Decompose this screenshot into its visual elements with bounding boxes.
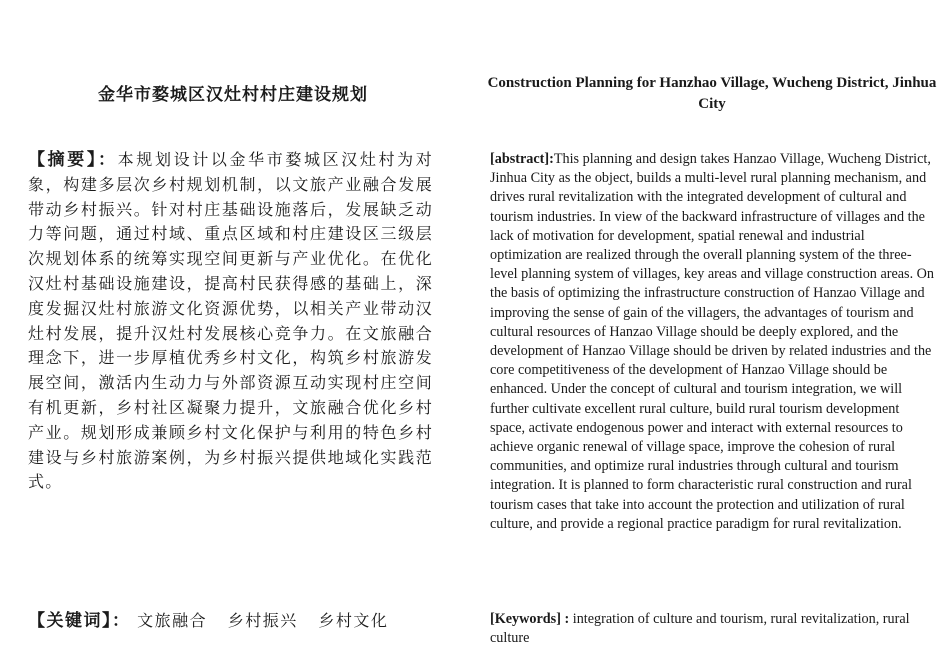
chinese-abstract-text: 本规划设计以金华市婺城区汉灶村为对象，构建多层次乡村规划机制，以文旅产业融合发展带动乡村振兴。针对村庄基础设施落后，发展缺乏动力等问题，通过村域、重点区域和村庄建设区三级层次规划体系的统筹实现空间更新与产业优化。在优化汉灶村基础设施建设，提高村民获得感的基础上，深度发掘汉灶村旅游文化资源优势，以相关产业带动汉灶村发展，提升汉灶村发展核心竞争力。在文旅融合理念下，进一步厚植优秀乡村文化，构筑乡村旅游发展空间，激活内生动力与外部资源互动实现村庄空间有机更新，乡村社区凝聚力提升，文旅融合优化乡村产业。规划形成兼顾乡村文化保护与利用的特色乡村建设与乡村旅游案例，为乡村振兴提供地域化实践范式。 bbox=[28, 150, 434, 492]
chinese-keywords-label: 【关键词】： bbox=[28, 611, 131, 631]
english-abstract bbox=[490, 150, 935, 534]
english-title: Construction Planning for Hanzhao Village, Wucheng District, Jinhua City bbox=[487, 75, 937, 112]
english-abstract-text: This planning and design takes Hanzao Village, Wucheng District, Jinhua City as the object, builds a multi-level rural planning mechanism, and drives rural revitalization with the integrated development of cultural and tourism industries. In view of the backward infrastructure of villages and the lack of motivation for development, spatial renewal and industrial optimization are realized through the overall planning system of the three-level planning system of villages, key areas and village construction areas. On the basis of optimizing the infrastructure construction of Hanzao Village and improving the sense of gain of the villagers, the advantages of tourism and cultural resources of Hanzao Village should be deeply explored, and the development of Hanzao Village should be driven by related industries and the core competitiveness of the development of Hanzao Village should be enhanced. Under the concept of cultural and tourism integration, we will further cultivate excellent rural culture, build rural tourism development space, activate endogenous power and interact with external resources to achieve organic renewal of village space, improve the cohesion of rural communities, and optimize rural industries through cultural and tourism integration. It is planned to form characteristic rural construction and rural tourism cases that take into account the protection and utilization of rural culture, and provide a regional practice paradigm for rural revitalization. bbox=[490, 151, 935, 532]
chinese-keyword: 文旅融合 bbox=[137, 611, 208, 630]
chinese-title: 金华市婺城区汉灶村村庄建设规划 bbox=[98, 85, 368, 105]
chinese-abstract-label: 【摘要】： bbox=[28, 150, 118, 170]
english-keywords bbox=[490, 610, 935, 648]
english-keywords-text: integration of culture and tourism, rural revitalization, rural culture bbox=[490, 611, 910, 647]
english-keywords-label: [Keywords] : bbox=[490, 611, 570, 627]
chinese-keywords bbox=[28, 606, 433, 631]
chinese-keyword: 乡村振兴 bbox=[227, 611, 298, 630]
chinese-keyword: 乡村文化 bbox=[318, 611, 389, 630]
chinese-abstract bbox=[28, 148, 433, 495]
english-abstract-label: [abstract]: bbox=[490, 151, 554, 167]
